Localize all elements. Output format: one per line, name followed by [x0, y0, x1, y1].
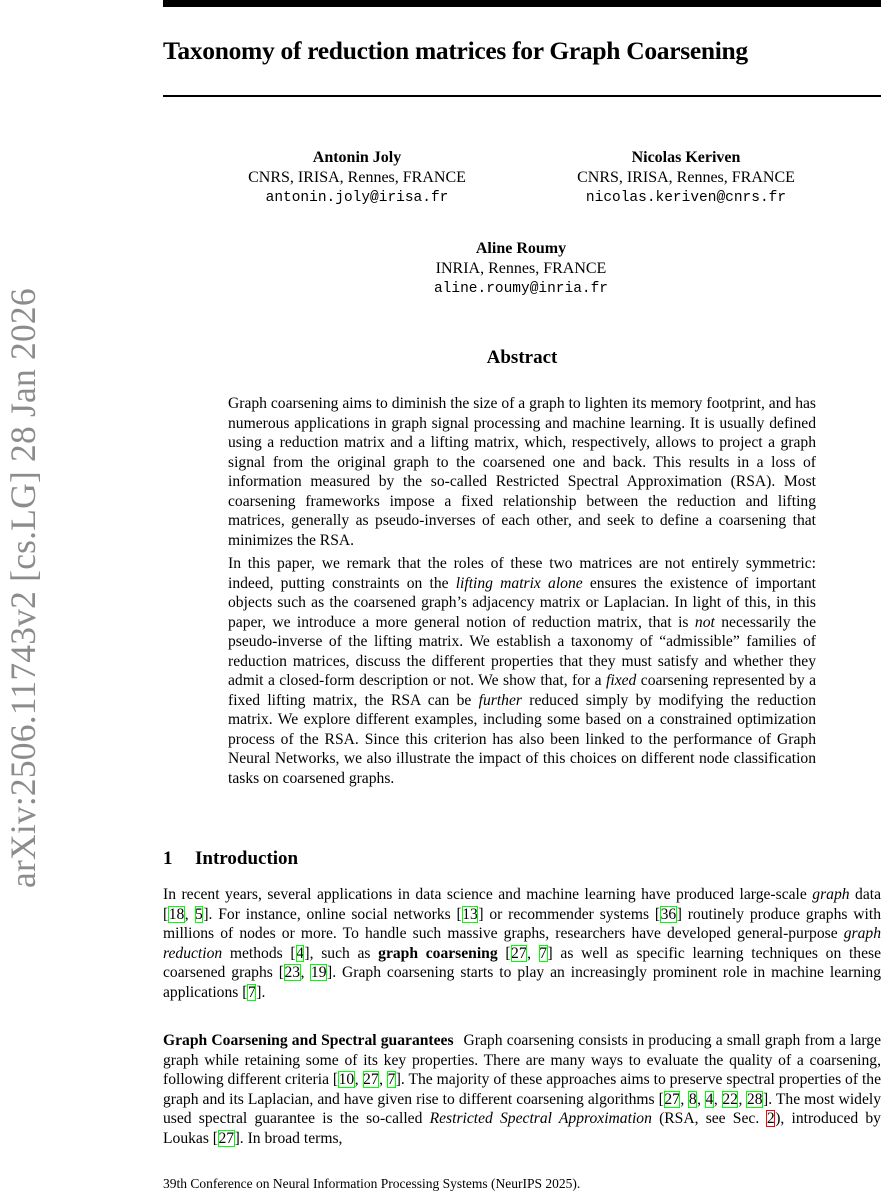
author-block: [222, 148, 492, 208]
section-heading-introduction: [163, 848, 298, 870]
intro-paragraph-1: In recent years, several applications in data science and machine learning have produced large-scale graph data [18, 5]. For instance, online social networks [13] or recommender systems [36] routinely produce graphs with millions of nodes or more. To handle such massive graphs, researchers have developed general-purpose graph reduction methods [4], such as graph coarsening [27, 7] as well as specific learning techniques on these coarsened graphs [23, 19]. Graph coarsening starts to play an increasingly prominent role in machine learning applications [7].: [163, 886, 881, 1001]
emphasis: lifting matrix alone: [455, 574, 583, 592]
emphasis: fixed: [606, 672, 637, 689]
section-number: 1: [163, 848, 173, 869]
author-email[interactable]: antonin.joly@irisa.fr: [265, 190, 449, 206]
citation-link[interactable]: 5: [195, 905, 203, 923]
emphasis: further: [478, 691, 522, 709]
abstract-paragraph: Graph coarsening aims to diminish the size of a graph to lighten its memory footprint, and has numerous applications in graph signal processing and machine learning. It is usually defined using a reduction matrix and a lifting matrix, which, respectively, allows to project a graph signal from the original graph to the coarsened one and back. This results in a loss of information measured by the so-called Restricted Spectral Approximation (RSA). Most coarsening frameworks impose a fixed relationship between the reduction and lifting matrices, generally as pseudo-inverses of each other, and seek to define a coarsening that minimizes the RSA.: [228, 395, 816, 549]
citation-link[interactable]: 27: [511, 944, 527, 962]
citation-link[interactable]: 13: [462, 905, 478, 923]
author-affiliation: CNRS, IRISA, Rennes, FRANCE: [248, 169, 466, 186]
author-block: [551, 148, 821, 208]
arxiv-stamp: arXiv:2506.11743v2 [cs.LG] 28 Jan 2026: [3, 288, 43, 888]
top-rule: [163, 0, 881, 7]
citation-link[interactable]: 4: [296, 944, 304, 962]
citation-link[interactable]: 18: [168, 905, 185, 923]
paragraph-heading: Graph Coarsening and Spectral guarantees: [163, 1032, 454, 1049]
citation-link[interactable]: 10: [338, 1071, 355, 1088]
author-affiliation: INRIA, Rennes, FRANCE: [435, 260, 607, 277]
abstract-paragraph: In this paper, we remark that the roles of these two matrices are not entirely symmetric: indeed, putting constraints on the lifting matrix alone ensures the existence of important objects such as the coarsened graph’s adjacency matrix or Laplacian. In light of this, in this paper, we introduce a more general notion of reduction matrix, that is not necessarily the pseudo-inverse of the lifting matrix. We establish a taxonomy of “admissible” families of reduction matrices, discuss the different properties that they must satisfy and whether they admit a closed-form description or not. We show that, for a fixed coarsening represented by a fixed lifting matrix, the RSA can be further reduced simply by modifying the reduction matrix. We explore different examples, including some based on a constrained optimization process of the RSA. Since this criterion has also been linked to the performance of Graph Neural Networks, we also illustrate the impact of this choices on different node classification tasks on coarsened graphs.: [228, 555, 816, 787]
author-name: Antonin Joly: [312, 149, 402, 166]
author-email[interactable]: aline.roumy@inria.fr: [433, 281, 609, 297]
citation-link[interactable]: 4: [705, 1090, 714, 1108]
citation-link[interactable]: 23: [284, 964, 301, 981]
citation-link[interactable]: 7: [539, 944, 548, 962]
author-email[interactable]: nicolas.keriven@cnrs.fr: [585, 190, 787, 206]
section-ref-link[interactable]: 2: [766, 1110, 775, 1127]
citation-link[interactable]: 28: [746, 1090, 763, 1108]
citation-link[interactable]: 22: [722, 1090, 738, 1108]
citation-link[interactable]: 36: [660, 905, 677, 923]
abstract-body: [228, 394, 816, 792]
citation-link[interactable]: 7: [387, 1071, 396, 1088]
paper-title: Taxonomy of reduction matrices for Graph Coarsening: [163, 36, 748, 65]
author-name: Aline Roumy: [475, 240, 567, 257]
intro-paragraph-2: Graph Coarsening and Spectral guarantees Graph coarsening consists in producing a small graph from a large graph while retaining some of its key properties. There are many ways to evaluate the quality of a coarsening, following different criteria [10, 27, 7]. The majority of these approaches aims to preserve spectral properties of the graph and its Laplacian, and have given rise to different coarsening algorithms [27, 8, 4, 22, 28]. The most widely used spectral guarantee is the so-called Restricted Spectral Approximation (RSA, see Sec. 2), introduced by Loukas [27]. In broad terms,: [163, 1032, 881, 1147]
conference-footer: 39th Conference on Neural Information Processing Systems (NeurIPS 2025).: [163, 1176, 581, 1191]
author-affiliation: CNRS, IRISA, Rennes, FRANCE: [577, 169, 795, 186]
citation-link[interactable]: 27: [218, 1129, 235, 1147]
citation-link[interactable]: 19: [310, 964, 327, 981]
section-title: Introduction: [195, 848, 299, 869]
author-block: [386, 239, 656, 299]
citation-link[interactable]: 27: [664, 1090, 680, 1108]
citation-link[interactable]: 7: [247, 983, 256, 1001]
abstract-heading: Abstract: [486, 347, 558, 368]
emphasis: not: [694, 613, 715, 631]
author-name: Nicolas Keriven: [631, 149, 741, 166]
citation-link[interactable]: 8: [688, 1090, 697, 1108]
citation-link[interactable]: 27: [363, 1071, 379, 1088]
title-rule: [163, 95, 881, 97]
